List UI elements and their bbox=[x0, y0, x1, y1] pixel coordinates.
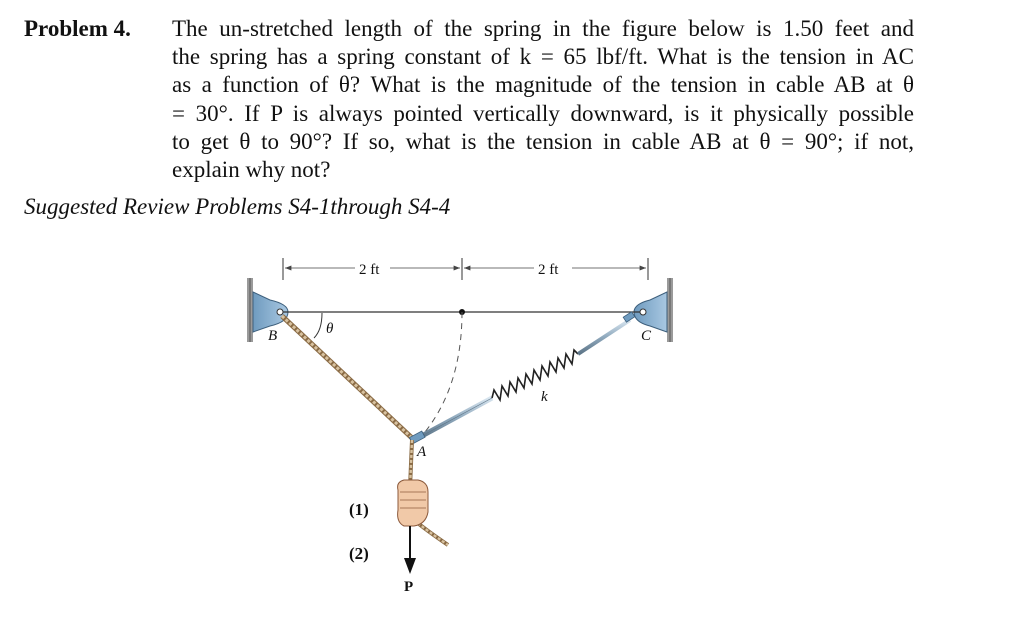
problem-line-1: The un-stretched length of the spring in the figure below is 1.50 feet and bbox=[172, 16, 914, 41]
problem-line-5: to get θ to 90°? If so, what is the tension in cable AB at θ = 90°; if not, bbox=[172, 128, 914, 154]
dimension-left-label: 2 ft bbox=[359, 262, 380, 278]
force-P-arrowhead bbox=[404, 558, 416, 574]
rod-C bbox=[578, 320, 630, 354]
problem-line-2: the spring has a spring constant of k = 65 lbf/ft. What is the tension in AC bbox=[172, 44, 914, 70]
right-wall bbox=[667, 278, 673, 342]
problem-line-6: explain why not? bbox=[172, 157, 331, 183]
bracket-B bbox=[253, 292, 288, 332]
hand-icon bbox=[398, 480, 428, 526]
case-1-label: (1) bbox=[349, 500, 369, 519]
suggested-review: Suggested Review Problems S4-1through S4-4 bbox=[24, 194, 451, 219]
problem-line-3: as a function of θ? What is the magnitude of the tension in cable AB at θ bbox=[172, 72, 914, 98]
dimension-lines bbox=[283, 258, 648, 280]
theta-label: θ bbox=[326, 321, 334, 337]
point-C-label: C bbox=[641, 328, 652, 344]
force-P-label: P bbox=[404, 579, 414, 595]
problem-label: Problem 4. bbox=[24, 16, 131, 41]
spring-AC bbox=[492, 350, 578, 400]
case-2-label: (2) bbox=[349, 544, 369, 563]
point-B-label: B bbox=[268, 328, 278, 344]
dimension-right-label: 2 ft bbox=[538, 262, 559, 278]
problem-statement bbox=[172, 15, 914, 184]
left-wall bbox=[247, 278, 253, 342]
rod-A-edge bbox=[418, 398, 492, 438]
point-A-label: A bbox=[417, 444, 427, 460]
spring-cable-figure bbox=[240, 248, 680, 608]
connector-C bbox=[623, 312, 635, 322]
theta-arc bbox=[314, 313, 322, 338]
spring-k-label: k bbox=[541, 389, 548, 405]
problem-line-4: = 30°. If P is always pointed vertically downward, is it physically possible bbox=[172, 100, 914, 126]
